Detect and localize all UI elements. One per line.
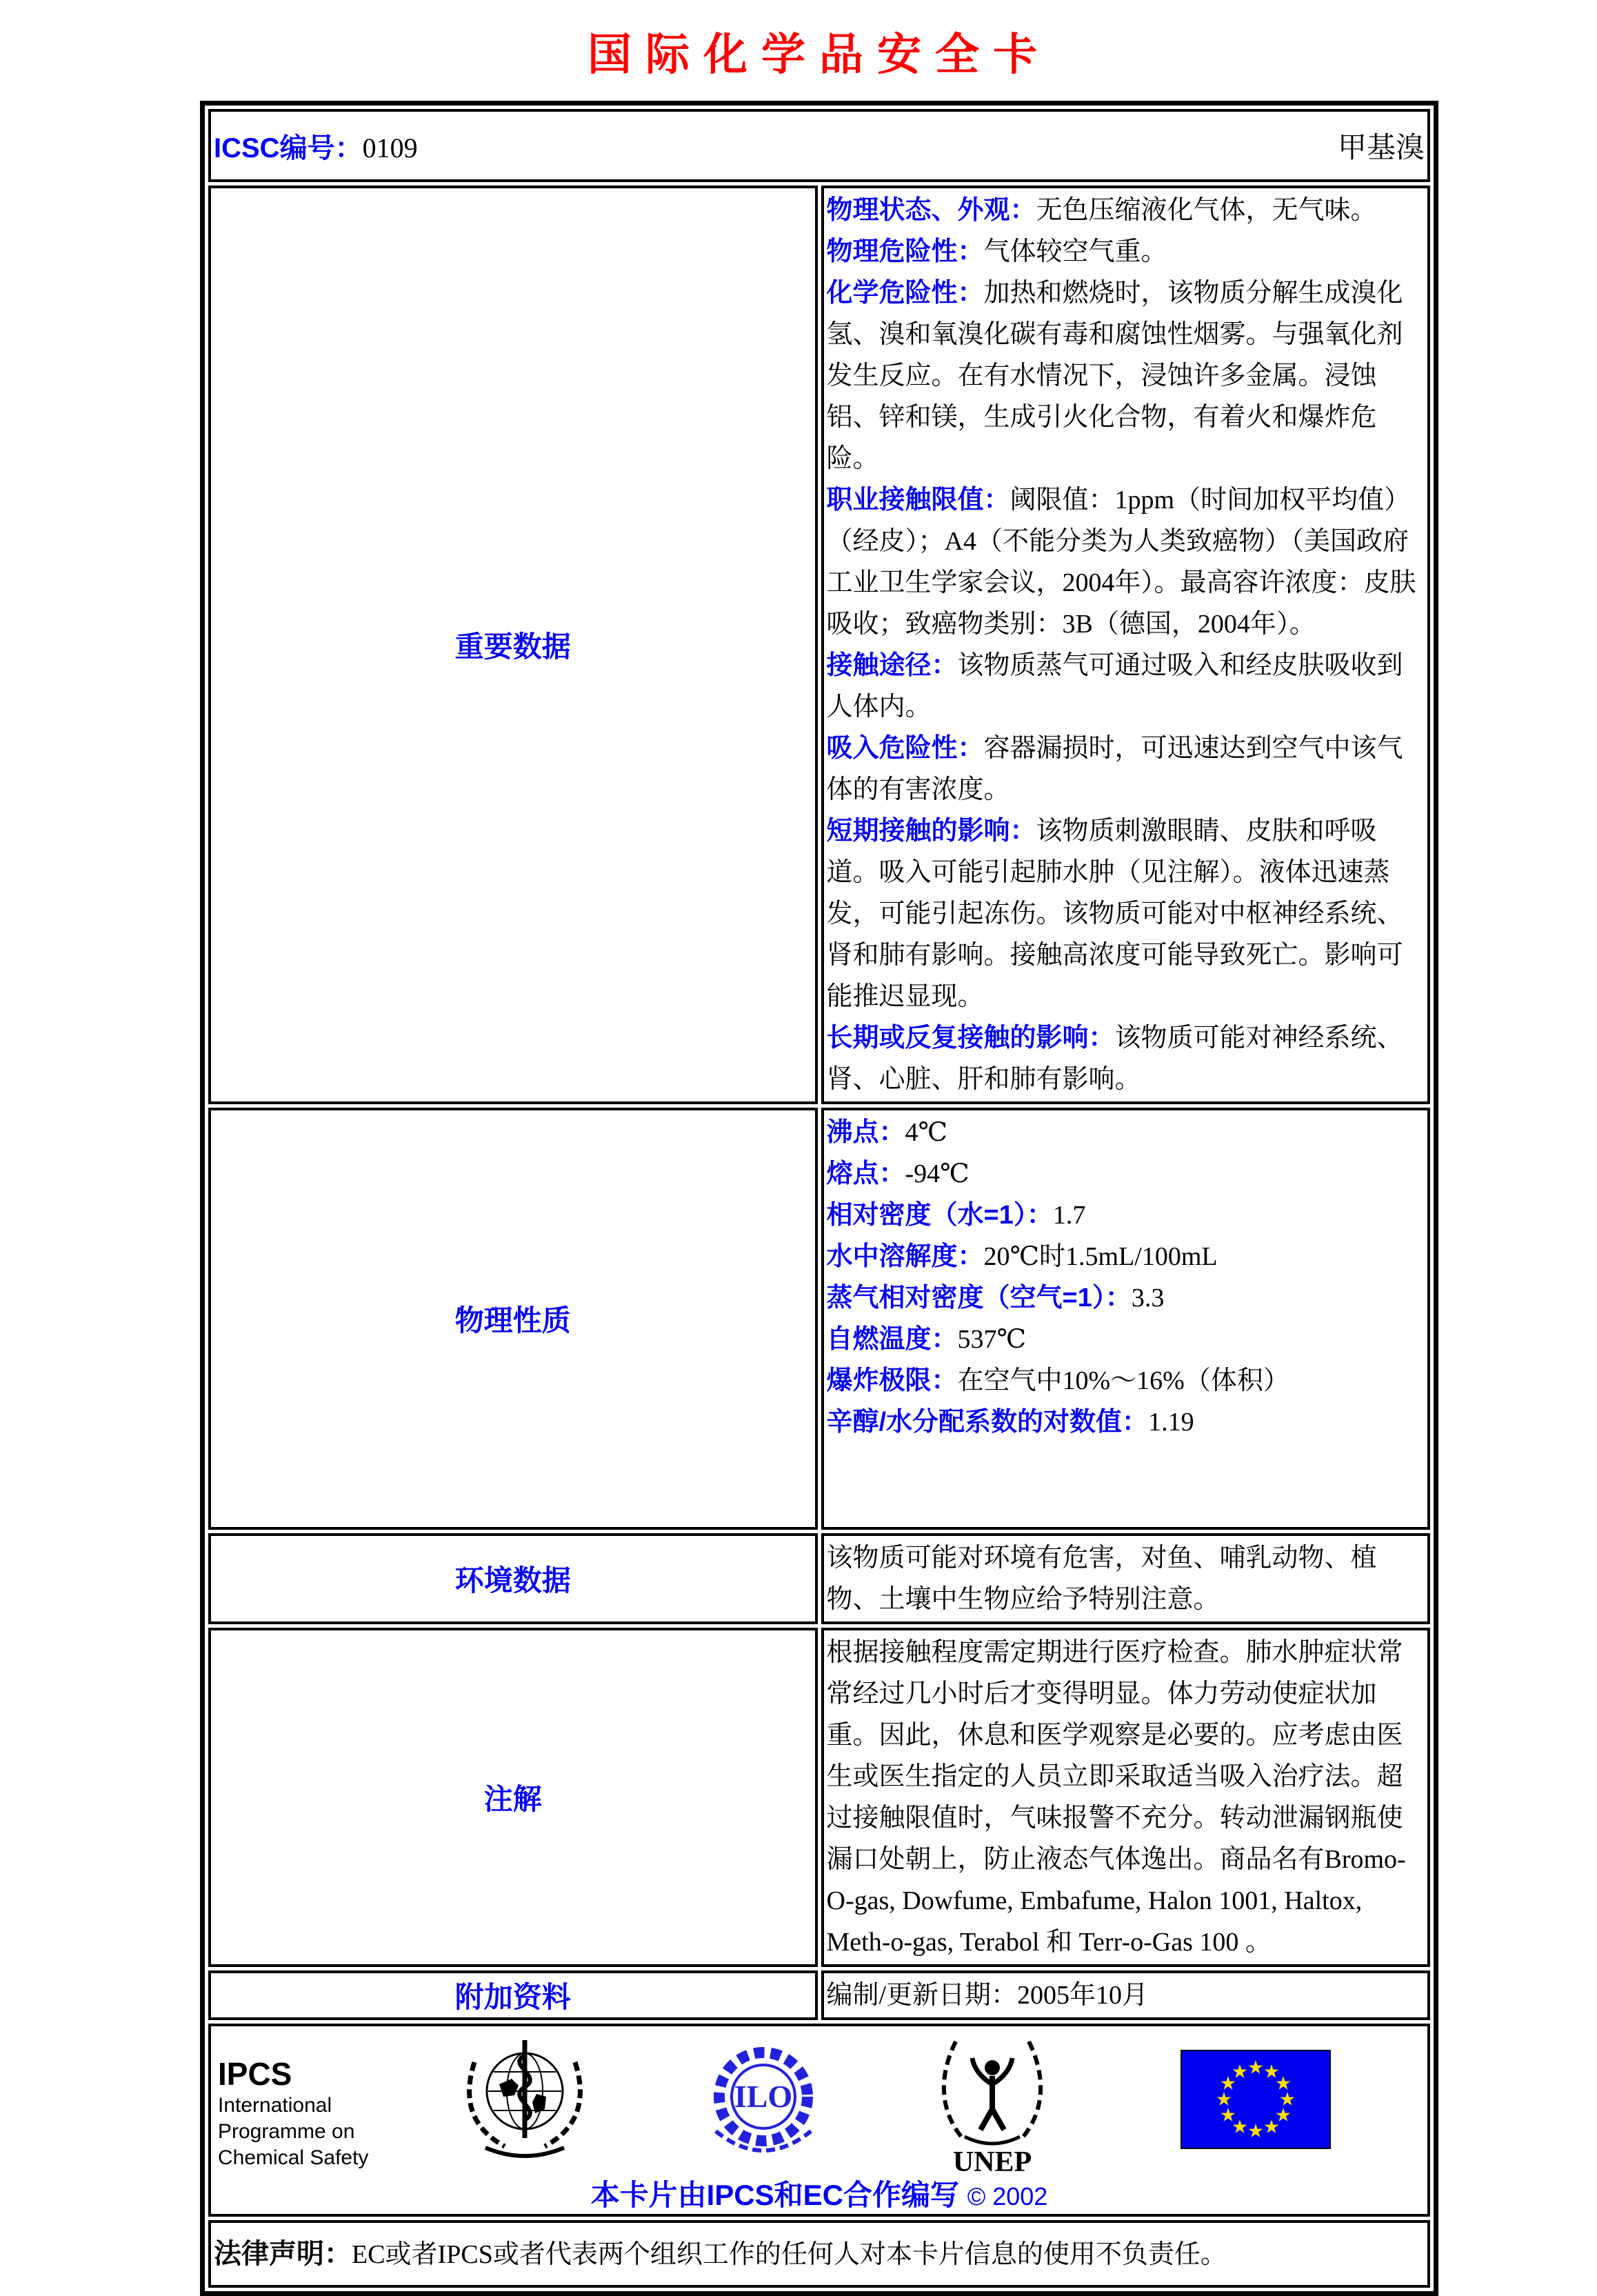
ilo-logo-icon bbox=[698, 2035, 829, 2176]
logos-row bbox=[208, 2024, 1430, 2217]
ipcs-subtitle-line: Chemical Safety bbox=[218, 2146, 369, 2169]
property-value: 20℃时1.5mL/100mL bbox=[983, 1242, 1218, 1271]
icsc-card-page bbox=[0, 19, 1597, 2269]
field-label: 化学危险性： bbox=[826, 279, 984, 308]
property-value: 1.19 bbox=[1148, 1408, 1194, 1437]
additional-info-content: 编制/更新日期：2005年10月 bbox=[821, 1970, 1431, 2020]
additional-info-label: 附加资料 bbox=[208, 1970, 818, 2020]
field-value: 该物质可能对神经系统、肾、心脏、肝和肺有影响。 bbox=[826, 1024, 1403, 1094]
property-label: 自燃温度： bbox=[826, 1325, 958, 1354]
field-label: 短期接触的影响： bbox=[826, 817, 1036, 846]
page-title: 国际化学品安全卡 bbox=[587, 30, 1051, 79]
icsc-number-value: 0109 bbox=[362, 132, 418, 163]
unep-logo-icon bbox=[934, 2033, 1051, 2183]
field-label: 吸入危险性： bbox=[826, 734, 984, 763]
header-row bbox=[208, 109, 1430, 182]
eu-flag-icon bbox=[1181, 2050, 1331, 2153]
icsc-number-label: ICSC编号： bbox=[214, 132, 363, 163]
notes-content: 根据接触程度需定期进行医疗检查。肺水肿症状常常经过几小时后才变得明显。体力劳动使症状加重。因此，休息和医学观察是必要的。应考虑由医生或医生指定的人员立即采取适当吸入治疗法。超过接触限值时，气味报警不充分。转动泄漏钢瓶使漏口处朝上，防止液态气体逸出。商品名有Bromo-O-gas, Dowfume, Embafume, Halon 1001, Haltox, Meth-o-gas, Terabol 和 Terr-o-Gas 100 。 bbox=[821, 1628, 1431, 1967]
field-value: 无色压缩液化气体，无气味。 bbox=[1036, 196, 1377, 225]
property-value: -94℃ bbox=[905, 1159, 970, 1188]
field-label: 接触途径： bbox=[826, 651, 958, 680]
environment-data-row bbox=[208, 1533, 1430, 1624]
important-data-content bbox=[821, 186, 1431, 1104]
field-label: 职业接触限值： bbox=[826, 486, 1010, 515]
notes-label: 注解 bbox=[208, 1628, 818, 1967]
field-value: 该物质刺激眼睛、皮肤和呼吸道。吸入可能引起肺水肿（见注解）。液体迅速蒸发，可能引起冻伤。该物质可能对中枢神经系统、肾和肺有影响。接触高浓度可能导致死亡。影响可能推迟显现。 bbox=[826, 817, 1403, 1011]
environment-data-content: 该物质可能对环境有危害，对鱼、哺乳动物、植物、土壤中生物应给予特别注意。 bbox=[821, 1533, 1431, 1624]
property-label: 水中溶解度： bbox=[826, 1242, 984, 1271]
legal-row bbox=[208, 2220, 1430, 2288]
field-value: 加热和燃烧时，该物质分解生成溴化氢、溴和氧溴化碳有毒和腐蚀性烟雾。与强氧化剂发生反应。在有水情况下，浸蚀许多金属。浸蚀铝、锌和镁，生成引火化合物，有着火和爆炸危险。 bbox=[826, 279, 1403, 473]
property-value: 在空气中10%～16%（体积） bbox=[957, 1366, 1289, 1395]
property-value: 537℃ bbox=[957, 1325, 1027, 1354]
legal-text: EC或者IPCS或者代表两个组织工作的任何人对本卡片信息的使用不负责任。 bbox=[352, 2239, 1227, 2269]
chemical-name: 甲基溴 bbox=[1337, 132, 1425, 164]
property-value: 1.7 bbox=[1052, 1201, 1086, 1230]
property-label: 沸点： bbox=[826, 1118, 905, 1147]
property-label: 熔点： bbox=[826, 1159, 905, 1188]
ilo-logo-letters: ILO bbox=[734, 2079, 793, 2114]
field-label: 长期或反复接触的影响： bbox=[826, 1024, 1115, 1052]
who-logo-icon bbox=[459, 2036, 590, 2170]
field-value: 气体较空气重。 bbox=[983, 237, 1167, 266]
legal-label: 法律声明： bbox=[214, 2238, 352, 2269]
field-label: 物理状态、外观： bbox=[826, 196, 1036, 225]
important-data-label: 重要数据 bbox=[208, 186, 818, 1104]
field-value: 阈限值：1ppm（时间加权平均值）（经皮）；A4（不能分类为人类致癌物）（美国政府工业卫生学家会议，2004年）。最高容许浓度：皮肤吸收；致癌物类别：3B（德国，2004年）。 bbox=[826, 486, 1416, 639]
legal-cell bbox=[208, 2220, 1430, 2288]
ipcs-subtitle-line: Programme on bbox=[218, 2120, 355, 2143]
cooperation-caption bbox=[211, 2173, 1427, 2214]
header-cell bbox=[208, 109, 1430, 182]
ipcs-text-block bbox=[218, 2055, 368, 2171]
icsc-card-table bbox=[200, 101, 1438, 2296]
field-value: 容器漏损时，可迅速达到空气中该气体的有害浓度。 bbox=[826, 734, 1403, 804]
unep-logo-letters: UNEP bbox=[952, 2146, 1032, 2178]
icsc-number-group bbox=[214, 126, 418, 166]
copyright-text: © 2002 bbox=[967, 2182, 1048, 2210]
property-label: 辛醇/水分配系数的对数值： bbox=[826, 1408, 1149, 1437]
physical-properties-content bbox=[821, 1108, 1431, 1530]
important-data-row bbox=[208, 186, 1430, 1104]
logos-cell bbox=[208, 2024, 1430, 2217]
physical-properties-label: 物理性质 bbox=[208, 1108, 818, 1530]
property-value: 3.3 bbox=[1131, 1284, 1165, 1312]
field-label: 物理危险性： bbox=[826, 237, 984, 266]
ipcs-subtitle-line: International bbox=[218, 2094, 332, 2117]
cooperation-caption-text: 本卡片由IPCS和EC合作编写 bbox=[590, 2179, 960, 2211]
physical-properties-row bbox=[208, 1108, 1430, 1530]
notes-row bbox=[208, 1628, 1430, 1967]
field-value: 该物质蒸气可通过吸入和经皮肤吸收到人体内。 bbox=[826, 651, 1403, 721]
property-label: 相对密度（水=1）： bbox=[826, 1201, 1053, 1230]
property-label: 蒸气相对密度（空气=1）： bbox=[826, 1284, 1132, 1312]
ipcs-title: IPCS bbox=[218, 2056, 292, 2092]
property-label: 爆炸极限： bbox=[826, 1366, 958, 1395]
environment-data-label: 环境数据 bbox=[208, 1533, 818, 1624]
property-value: 4℃ bbox=[905, 1118, 948, 1147]
additional-info-row bbox=[208, 1970, 1430, 2020]
